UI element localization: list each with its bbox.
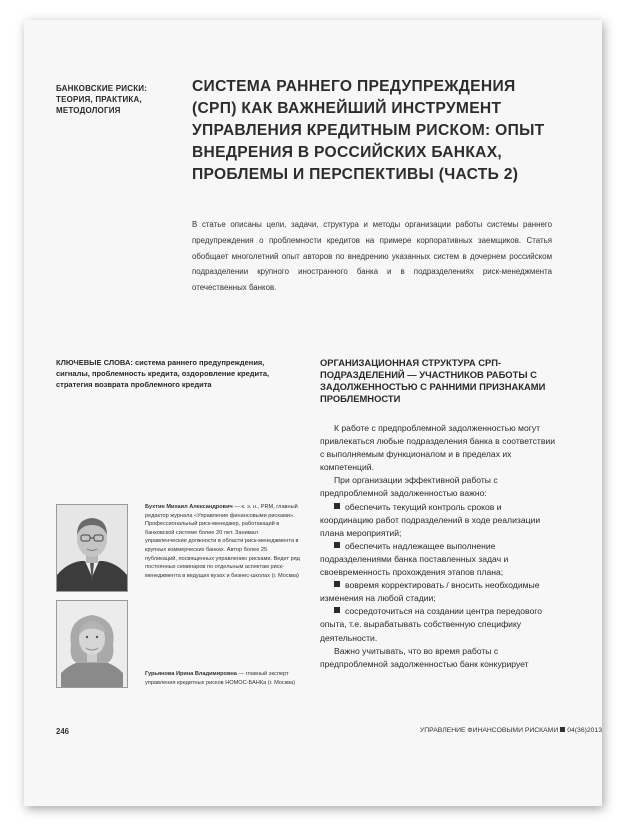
article-title: СИСТЕМА РАННЕГО ПРЕДУПРЕЖДЕНИЯ (СРП) КАК ВАЖНЕЙШИЙ ИНСТРУМЕНТ УПРАВЛЕНИЯ КРЕДИТНЫМ РИСКОМ: ОПЫТ ВНЕДРЕНИЯ В РОССИЙСКИХ БАНКАХ, ПРОБЛЕМЫ И ПЕРСПЕКТИВЫ (ЧАСТЬ 2) xyxy=(192,78,545,183)
bullet-text: обеспечить надлежащее выполнение подразделениями банка поставленных задач и своевременность прохождения этапов плана; xyxy=(320,540,509,578)
square-separator-icon xyxy=(560,727,565,732)
keywords-text: система раннего предупреждения, сигналы, проблемность кредита, оздоровление кредита, стратегия возврата проблемного кредита xyxy=(56,358,270,389)
square-bullet-icon xyxy=(334,581,340,587)
section-label: БАНКОВСКИЕ РИСКИ: ТЕОРИЯ, ПРАКТИКА, МЕТОДОЛОГИЯ xyxy=(56,84,148,115)
square-bullet-icon xyxy=(334,542,340,548)
article-body xyxy=(320,422,556,671)
bullet-item xyxy=(320,501,556,540)
keywords-block xyxy=(56,357,288,390)
author-name: Бухтин Михаил Александрович xyxy=(145,504,233,510)
author-photo-bukhtin xyxy=(56,504,128,592)
bullet-item xyxy=(320,605,556,644)
body-paragraph: К работе с предпроблемной задолженностью могут привлекаться любые подразделения банка в соответствии с выполняемым функционалом и в пределах их компетенций. xyxy=(320,423,555,473)
journal-issue: 04(36)2013 xyxy=(567,727,602,734)
body-paragraph: При организации эффективной работы с предпроблемной задолженностью важно: xyxy=(320,475,498,499)
section-heading: ОРГАНИЗАЦИОННАЯ СТРУКТУРА СРП-ПОДРАЗДЕЛЕНИЙ — УЧАСТНИКОВ РАБОТЫ С ЗАДОЛЖЕННОСТЬЮ С РАННИМИ ПРИЗНАКАМИ ПРОБЛЕМНОСТИ xyxy=(320,357,546,404)
journal-footer xyxy=(420,727,602,734)
article-abstract: В статье описаны цели, задачи, структура и методы организации работы системы раннего предупреждения о проблемности кредитов на примере корпоративных заемщиков. Статья обобщает многолетний опыт авторов по внедрению указанных систем в дочернем российском подразделении крупного иностранного банка и в подразделениях риск-менеджмента отечественных банков. xyxy=(192,220,552,293)
author-portrait-icon xyxy=(57,601,127,687)
author-bio-bukhtin xyxy=(145,503,300,580)
keywords-label: КЛЮЧЕВЫЕ СЛОВА: xyxy=(56,358,133,367)
author-bio-guryanova xyxy=(145,670,300,687)
bullet-text: обеспечить текущий контроль сроков и координацию работ подразделений в ходе реализации плана мероприятий; xyxy=(320,501,541,538)
body-paragraph: Важно учитывать, что во время работы с предпроблемной задолженностью банк конкурирует xyxy=(320,645,529,669)
author-portrait-icon xyxy=(57,505,127,591)
bullet-item xyxy=(320,540,556,579)
page-number: 246 xyxy=(56,727,70,736)
author-photo-guryanova xyxy=(56,600,128,688)
bullet-text: сосредоточиться на создании центра передового опыта, т.е. вырабатывать собственную специфику деятельности. xyxy=(320,606,542,643)
square-bullet-icon xyxy=(334,503,340,509)
journal-name: УПРАВЛЕНИЕ ФИНАНСОВЫМИ РИСКАМИ xyxy=(419,727,559,734)
bullet-list xyxy=(320,501,556,645)
bullet-text: вовремя корректировать / вносить необходимые изменения на любой стадии; xyxy=(320,580,540,604)
author-name: Гурьянова Ирина Владимировна xyxy=(145,671,237,677)
author-description: — к. э. н., PRM, главный редактор журнала «Управление финансовыми рисками». Профессиональный риск-менеджер, работающий в банковской системе более 20 лет. Занимал управленческие должности в области риск-менеджмента в крупных коммерческих банках. Автор более 25 публикаций, посвященных управлению рисками. Ведет ряд постоянных семинаров по отдельным аспектам риск-менеджмента в ведущих вузах и бизнес-школах (г. Москва) xyxy=(145,504,300,579)
bullet-item xyxy=(320,579,556,605)
author-description: — главный эксперт управления кредитных рисков НОМОС-БАНКа (г. Москва) xyxy=(145,671,296,686)
square-bullet-icon xyxy=(334,607,340,613)
